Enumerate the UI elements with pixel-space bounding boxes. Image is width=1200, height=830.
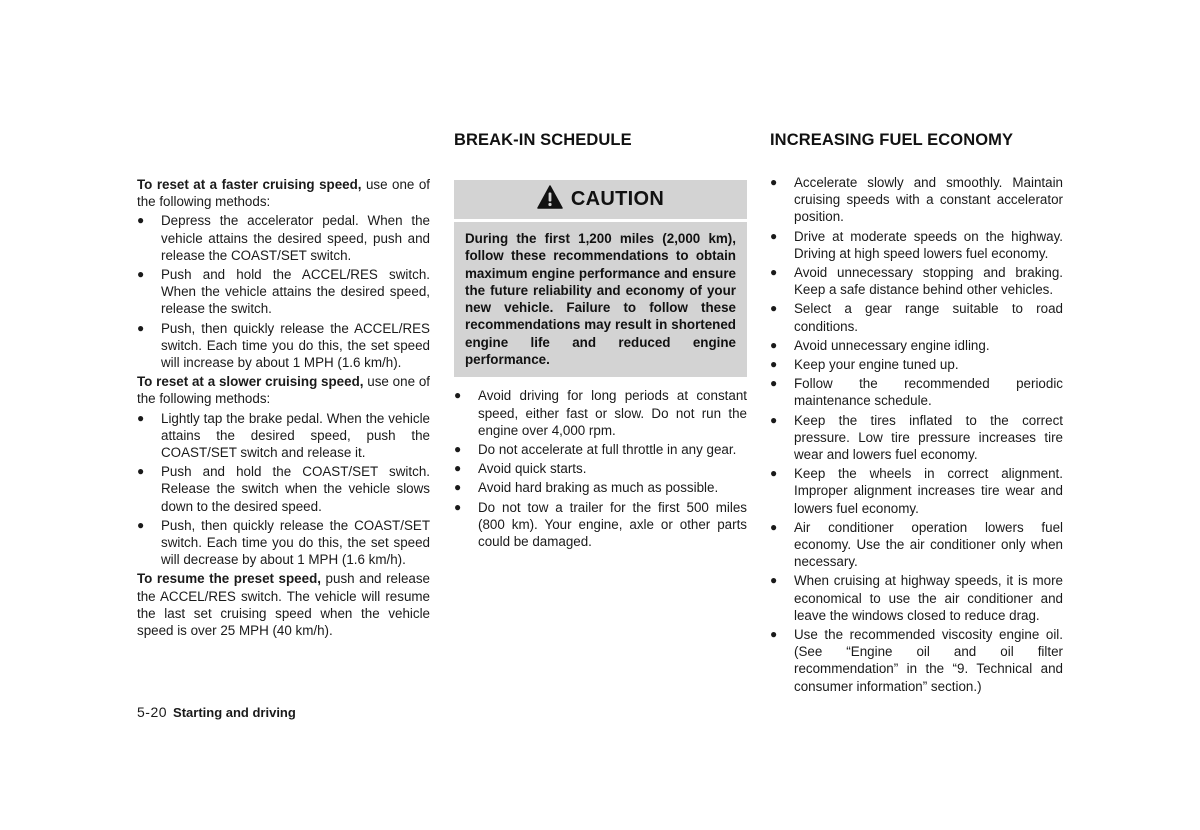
bullet-icon: ● bbox=[770, 519, 778, 534]
list-item bbox=[137, 212, 430, 264]
bullet-icon: ● bbox=[137, 267, 145, 282]
list-item bbox=[454, 479, 747, 496]
bullet-icon: ● bbox=[454, 480, 462, 495]
bullet-icon: ● bbox=[770, 466, 778, 481]
bullet-icon: ● bbox=[454, 499, 462, 514]
list-item bbox=[770, 174, 1063, 226]
list-item bbox=[770, 337, 1063, 354]
list-item-text: Keep the tires inflated to the correct pressure. Low tire pressure increases tire wear and lowers fuel economy. bbox=[794, 412, 1063, 463]
faster-speed-list bbox=[137, 212, 430, 371]
list-item bbox=[454, 460, 747, 477]
list-item bbox=[770, 412, 1063, 464]
faster-speed-lead: To reset at a faster cruising speed, bbox=[137, 177, 362, 192]
page-footer bbox=[137, 704, 296, 720]
faster-speed-paragraph bbox=[137, 176, 430, 210]
slower-speed-lead: To reset at a slower cruising speed, bbox=[137, 374, 364, 390]
warning-triangle-icon bbox=[537, 185, 563, 213]
fuel-economy-heading: INCREASING FUEL ECONOMY bbox=[770, 131, 1014, 149]
bullet-icon: ● bbox=[137, 213, 145, 228]
resume-speed-lead: To resume the preset speed, bbox=[137, 571, 321, 587]
list-item-text: When cruising at highway speeds, it is more economical to use the air conditioner and leave the windows closed to reduce drag. bbox=[794, 573, 1063, 623]
column-fuel-economy bbox=[770, 132, 1063, 697]
list-item-text: Select a gear range suitable to road conditions. bbox=[794, 301, 1063, 334]
list-item bbox=[137, 320, 430, 372]
list-item-text: Avoid quick starts. bbox=[478, 461, 587, 477]
list-item bbox=[770, 356, 1063, 373]
list-item-text: Push, then quickly release the COAST/SET switch. Each time you do this, the set speed will decrease by about 1 MPH (1.6 km/h). bbox=[161, 517, 430, 568]
list-item-text: Depress the accelerator pedal. When the vehicle attains the desired speed, push and release the COAST/SET switch. bbox=[161, 213, 430, 263]
slower-speed-paragraph bbox=[137, 373, 430, 407]
break-in-heading: BREAK-IN SCHEDULE bbox=[454, 131, 632, 149]
bullet-icon: ● bbox=[770, 627, 778, 642]
bullet-icon: ● bbox=[770, 265, 778, 280]
slower-speed-list bbox=[137, 410, 430, 569]
list-item-text: Do not tow a trailer for the first 500 miles (800 km). Your engine, axle or other parts could be damaged. bbox=[478, 499, 747, 549]
list-item-text: Lightly tap the brake pedal. When the vehicle attains the desired speed, push the COAST/SET switch and release it. bbox=[161, 410, 430, 461]
resume-speed-rest: push and release the ACCEL/RES switch. The vehicle will resume the last set cruising speed when the vehicle speed is over 25 MPH (40 km/h). bbox=[137, 571, 430, 639]
list-item bbox=[770, 300, 1063, 334]
bullet-icon: ● bbox=[770, 228, 778, 243]
caution-title: CAUTION bbox=[570, 187, 665, 210]
list-item bbox=[770, 626, 1063, 695]
bullet-icon: ● bbox=[454, 441, 462, 456]
bullet-icon: ● bbox=[454, 461, 462, 476]
break-in-list bbox=[454, 387, 747, 550]
bullet-icon: ● bbox=[770, 412, 778, 427]
bullet-icon: ● bbox=[137, 410, 145, 425]
list-item bbox=[770, 572, 1063, 624]
bullet-icon: ● bbox=[454, 388, 462, 403]
fuel-economy-list bbox=[770, 174, 1063, 695]
section-title: Starting and driving bbox=[173, 705, 296, 720]
list-item-text: Avoid unnecessary stopping and braking. Keep a safe distance behind other vehicles. bbox=[794, 265, 1063, 298]
bullet-icon: ● bbox=[770, 376, 778, 391]
bullet-icon: ● bbox=[137, 320, 145, 335]
list-item-text: Avoid unnecessary engine idling. bbox=[794, 337, 990, 353]
list-item-text: Avoid hard braking as much as possible. bbox=[478, 480, 719, 496]
list-item-text: Use the recommended viscosity engine oil. (See “Engine oil and oil filter recommendation” in the “9. Technical and consumer information” section.) bbox=[794, 627, 1063, 694]
caution-box bbox=[454, 180, 747, 377]
slower-speed-rest: use one of the following methods: bbox=[137, 374, 430, 407]
bullet-icon: ● bbox=[770, 337, 778, 352]
list-item bbox=[454, 387, 747, 439]
bullet-icon: ● bbox=[770, 175, 778, 189]
column-break-in bbox=[454, 132, 747, 552]
list-item bbox=[137, 463, 430, 515]
list-item bbox=[454, 441, 747, 458]
list-item bbox=[137, 517, 430, 569]
list-item-text: Accelerate slowly and smoothly. Maintain cruising speeds with a constant accelerator position. bbox=[794, 175, 1063, 225]
caution-text: During the first 1,200 miles (2,000 km), follow these recommendations to obtain maximum engine performance and ensure the future reliability and economy of your new vehicle. Failure to follow these recommendations may result in shortened engine life and reduced engine performance. bbox=[465, 231, 736, 368]
list-item-text: Keep your engine tuned up. bbox=[794, 357, 959, 373]
list-item bbox=[137, 266, 430, 318]
bullet-icon: ● bbox=[770, 301, 778, 316]
list-item-text: Push and hold the ACCEL/RES switch. When the vehicle attains the desired speed, release the switch. bbox=[161, 267, 430, 317]
bullet-icon: ● bbox=[137, 517, 145, 532]
faster-speed-rest: use one of the following methods: bbox=[137, 177, 430, 210]
list-item-text: Air conditioner operation lowers fuel economy. Use the air conditioner only when necessary. bbox=[794, 519, 1063, 570]
list-item bbox=[770, 375, 1063, 409]
column-cruise-control bbox=[137, 176, 430, 641]
list-item bbox=[137, 410, 430, 462]
list-item-text: Avoid driving for long periods at constant speed, either fast or slow. Do not run the engine over 4,000 rpm. bbox=[478, 388, 747, 438]
list-item-text: Push and hold the COAST/SET switch. Release the switch when the vehicle slows down to the desired speed. bbox=[161, 464, 430, 514]
bullet-icon: ● bbox=[770, 573, 778, 588]
bullet-icon: ● bbox=[770, 357, 778, 372]
list-item-text: Keep the wheels in correct alignment. Improper alignment increases tire wear and lowers fuel economy. bbox=[794, 466, 1063, 516]
list-item-text: Follow the recommended periodic maintenance schedule. bbox=[794, 376, 1063, 409]
list-item-text: Do not accelerate at full throttle in any gear. bbox=[478, 441, 737, 457]
list-item bbox=[770, 519, 1063, 571]
list-item-text: Drive at moderate speeds on the highway. Driving at high speed lowers fuel economy. bbox=[794, 228, 1063, 261]
caution-header bbox=[454, 180, 747, 222]
list-item bbox=[770, 228, 1063, 262]
list-item bbox=[770, 465, 1063, 517]
list-item-text: Push, then quickly release the ACCEL/RES switch. Each time you do this, the set speed will increase by about 1 MPH (1.6 km/h). bbox=[161, 320, 430, 371]
bullet-icon: ● bbox=[137, 464, 145, 479]
page-number: 5-20 bbox=[137, 704, 168, 720]
list-item bbox=[454, 499, 747, 551]
resume-speed-paragraph bbox=[137, 570, 430, 639]
list-item bbox=[770, 264, 1063, 298]
